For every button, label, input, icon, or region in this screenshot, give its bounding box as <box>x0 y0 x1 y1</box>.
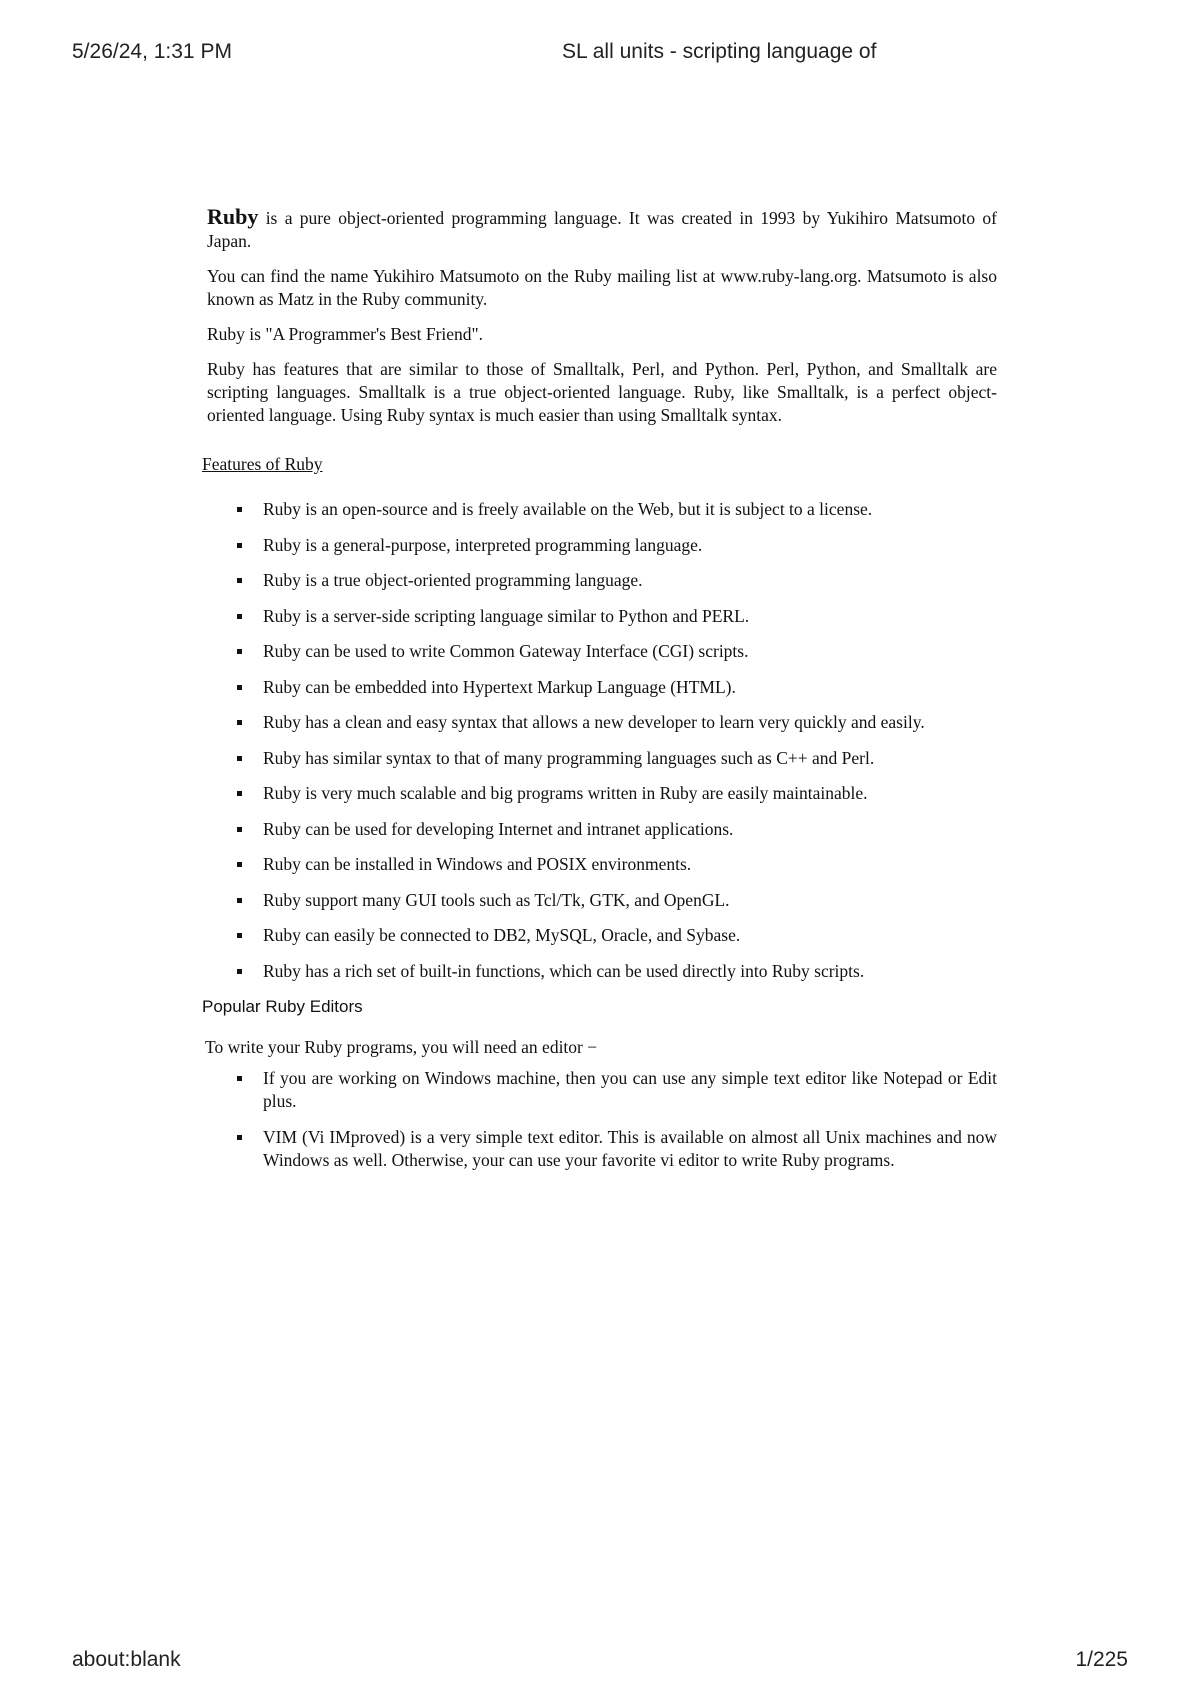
features-list <box>207 498 997 983</box>
page-url: about:blank <box>72 1648 181 1671</box>
list-item: Ruby has a clean and easy syntax that allows a new developer to learn very quickly and easily. <box>263 711 997 734</box>
list-item: Ruby has similar syntax to that of many programming languages such as C++ and Perl. <box>263 747 997 770</box>
intro-paragraph-2: You can find the name Yukihiro Matsumoto on the Ruby mailing list at www.ruby-lang.org. Matsumoto is also known as Matz in the Ruby community. <box>207 266 997 309</box>
list-item: Ruby can be used to write Common Gateway Interface (CGI) scripts. <box>263 640 997 663</box>
list-item: Ruby can be embedded into Hypertext Markup Language (HTML). <box>263 676 997 699</box>
print-header <box>72 40 1128 70</box>
list-item: Ruby has a rich set of built-in functions, which can be used directly into Ruby scripts. <box>263 960 997 983</box>
document-title: SL all units - scripting language of <box>562 40 877 63</box>
intro-paragraph-1 <box>207 205 997 253</box>
list-item: VIM (Vi IMproved) is a very simple text editor. This is available on almost all Unix machines and now Windows as well. Otherwise, your can use your favorite vi editor to write Ruby programs. <box>263 1126 997 1170</box>
print-date: 5/26/24, 1:31 PM <box>72 40 232 63</box>
list-item: Ruby is an open-source and is freely available on the Web, but it is subject to a license. <box>263 498 997 521</box>
document-body <box>202 204 997 1184</box>
editors-intro: To write your Ruby programs, you will need an editor − <box>205 1037 598 1057</box>
list-item: Ruby is a general-purpose, interpreted programming language. <box>263 534 997 557</box>
print-footer <box>72 1648 1128 1678</box>
intro-paragraph-1-text: is a pure object-oriented programming language. It was created in 1993 by Yukihiro Matsumoto of Japan. <box>207 208 997 251</box>
list-item: Ruby support many GUI tools such as Tcl/Tk, GTK, and OpenGL. <box>263 889 997 912</box>
list-item: If you are working on Windows machine, then you can use any simple text editor like Notepad or Edit plus. <box>263 1068 997 1111</box>
list-item: Ruby can be used for developing Internet and intranet applications. <box>263 818 997 841</box>
list-item: Ruby can easily be connected to DB2, MySQL, Oracle, and Sybase. <box>263 924 997 947</box>
list-item: Ruby is a true object-oriented programming language. <box>263 569 997 592</box>
list-item: Ruby is very much scalable and big programs written in Ruby are easily maintainable. <box>263 782 997 805</box>
list-item: Ruby is a server-side scripting language similar to Python and PERL. <box>263 605 997 628</box>
editors-heading: Popular Ruby Editors <box>202 997 363 1016</box>
editors-list <box>207 1067 997 1172</box>
intro-lead-word: Ruby <box>207 204 259 229</box>
intro-paragraph-4: Ruby has features that are similar to those of Smalltalk, Perl, and Python. Perl, Python, and Smalltalk are scripting languages. Smalltalk is a true object-oriented language. Ruby, like Smalltalk, is a perfect object-oriented language. Using Ruby syntax is much easier than using Smalltalk syntax. <box>207 359 997 425</box>
list-item: Ruby can be installed in Windows and POSIX environments. <box>263 853 997 876</box>
features-heading-link[interactable]: Features of Ruby <box>202 454 323 474</box>
page-number: 1/225 <box>1075 1648 1128 1671</box>
intro-paragraph-3: Ruby is "A Programmer's Best Friend". <box>207 324 484 344</box>
